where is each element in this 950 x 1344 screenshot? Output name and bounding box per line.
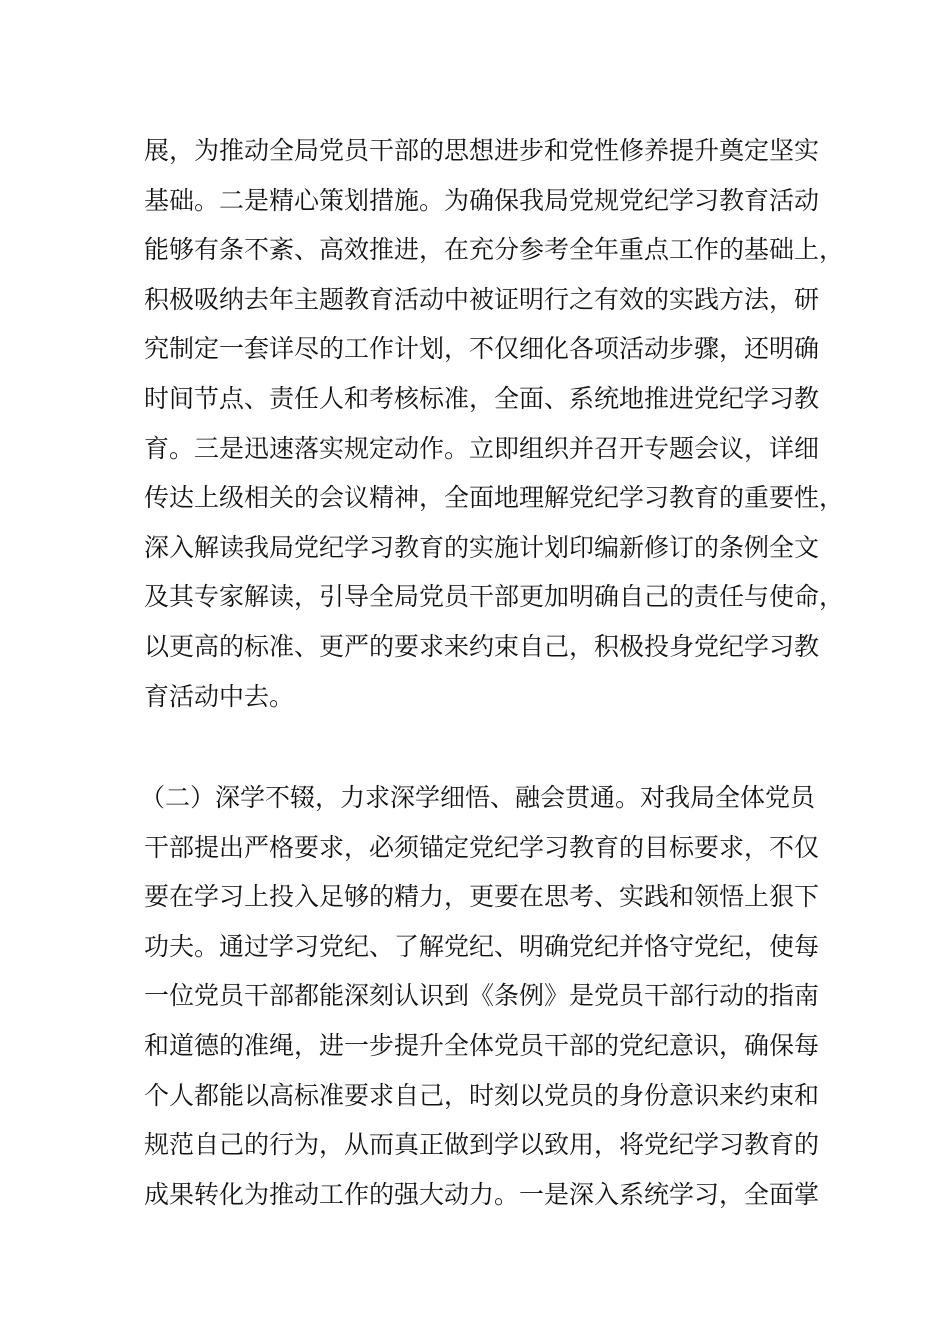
- paragraph-1-line-12: 育活动中去。: [144, 681, 295, 711]
- paragraph-2-line-8: 规范自己的行为，从而真正做到学以致用，将党纪学习教育的: [144, 1130, 820, 1160]
- paragraph-1-line-3: 能够有条不紊、高效推进，在充分参考全年重点工作的基础上，: [144, 235, 845, 265]
- paragraph-2-line-5: 一位党员干部都能深刻认识到《条例》是党员干部行动的指南: [144, 981, 820, 1011]
- paragraph-1-line-4: 积极吸纳去年主题教育活动中被证明行之有效的实践方法，研: [144, 284, 820, 314]
- paragraph-2-line-3: 要在学习上投入足够的精力，更要在思考、实践和领悟上狠下: [144, 882, 820, 912]
- paragraph-1-line-6: 时间节点、责任人和考核标准，全面、系统地推进党纪学习教: [144, 383, 820, 413]
- paragraph-1-line-2: 基础。二是精心策划措施。为确保我局党规党纪学习教育活动: [144, 185, 820, 215]
- paragraph-2-line-9: 成果转化为推动工作的强大动力。一是深入系统学习，全面掌: [144, 1179, 820, 1209]
- paragraph-2-line-1: （二）深学不辍，力求深学细悟、融会贯通。对我局全体党员: [140, 783, 816, 812]
- paragraph-2-line-7: 个人都能以高标准要求自己，时刻以党员的身份意识来约束和: [144, 1080, 820, 1110]
- paragraph-1-line-10: 及其专家解读，引导全局党员干部更加明确自己的责任与使命，: [144, 582, 845, 612]
- paragraph-1-line-8: 传达上级相关的会议精神，全面地理解党纪学习教育的重要性，: [144, 483, 845, 513]
- paragraph-2-line-2: 干部提出严格要求，必须锚定党纪学习教育的目标要求，不仅: [144, 832, 820, 862]
- paragraph-2-line-6: 和道德的准绳，进一步提升全体党员干部的党纪意识，确保每: [144, 1030, 820, 1060]
- paragraph-2: [140, 773, 834, 1219]
- paragraph-1-line-11: 以更高的标准、更严的要求来约束自己，积极投身党纪学习教: [144, 631, 820, 661]
- paragraph-1-line-7: 育。三是迅速落实规定动作。立即组织并召开专题会议，详细: [144, 433, 820, 463]
- paragraph-1-line-9: 深入解读我局党纪学习教育的实施计划印编新修订的条例全文: [144, 532, 820, 562]
- paragraph-1-line-1: 展，为推动全局党员干部的思想进步和党性修养提升奠定坚实: [144, 136, 820, 165]
- paragraph-1-line-5: 究制定一套详尽的工作计划，不仅细化各项活动步骤，还明确: [144, 334, 820, 364]
- paragraph-2-line-4: 功夫。通过学习党纪、了解党纪、明确党纪并恪守党纪，使每: [144, 931, 820, 961]
- paragraph-1: [144, 126, 845, 721]
